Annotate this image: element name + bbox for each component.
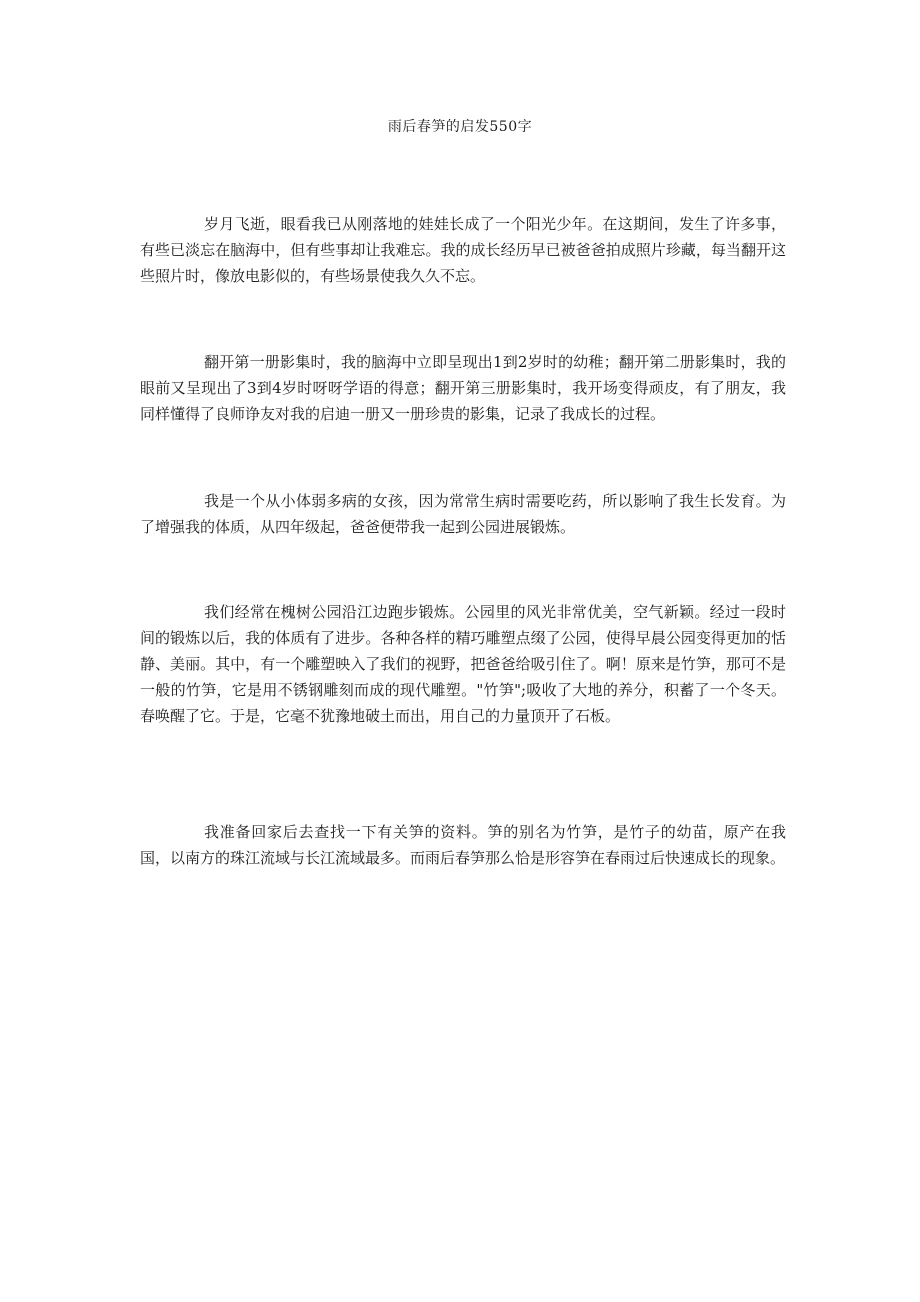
paragraph-3: 我是一个从小体弱多病的女孩，因为常常生病时需要吃药，所以影响了我生长发育。为了增强我的体质，从四年级起，爸爸便带我一起到公园进展锻炼。 bbox=[140, 492, 786, 536]
paragraph-1: 岁月飞逝，眼看我已从刚落地的娃娃长成了一个阳光少年。在这期间，发生了许多事，有些已淡忘在脑海中，但有些事却让我难忘。我的成长经历早已被爸爸拍成照片珍藏，每当翻开这些照片时，像放电影似的，有些场景使我久久不忘。 bbox=[140, 215, 786, 285]
paragraph-2: 翻开第一册影集时，我的脑海中立即呈现出1到2岁时的幼稚；翻开第二册影集时，我的眼前又呈现出了3到4岁时呀呀学语的得意；翻开第三册影集时，我开场变得顽皮，有了朋友，我同样懂得了良师诤友对我的启迪一册又一册珍贵的影集，记录了我成长的过程。 bbox=[140, 353, 786, 423]
document-title: 雨后春笋的启发550字 bbox=[387, 119, 533, 135]
paragraph-5: 我准备回家后去查找一下有关笋的资料。笋的别名为竹笋，是竹子的幼苗，原产在我国，以南方的珠江流域与长江流域最多。而雨后春笋那么恰是形容笋在春雨过后快速成长的现象。 bbox=[140, 823, 786, 867]
paragraph-4: 我们经常在槐树公园沿江边跑步锻炼。公园里的风光非常优美，空气新颖。经过一段时间的锻炼以后，我的体质有了进步。各种各样的精巧雕塑点缀了公园，使得早晨公园变得更加的恬静、美丽。其中，有一个雕塑映入了我们的视野，把爸爸给吸引住了。啊！原来是竹笋，那可不是一般的竹笋，它是用不锈钢雕刻而成的现代雕塑。"竹笋";吸收了大地的养分，积蓄了一个冬天。春唤醒了它。于是，它毫不犹豫地破土而出，用自己的力量顶开了石板。 bbox=[140, 603, 786, 725]
